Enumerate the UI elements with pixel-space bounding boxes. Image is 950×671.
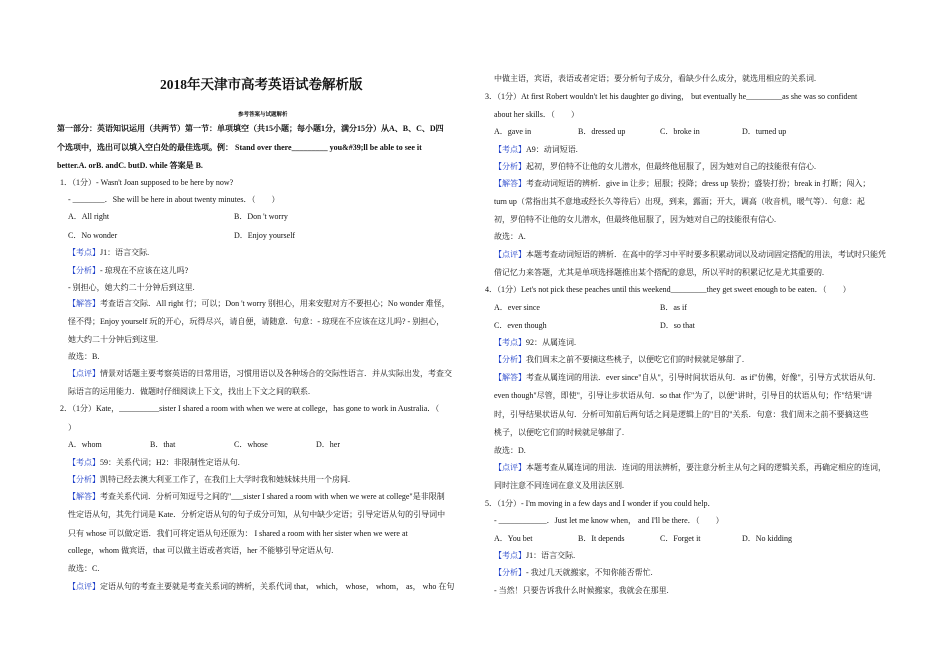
q2-option-b[interactable]: B．that	[150, 440, 176, 449]
q1-jieda-text: 考查语言交际．All right 行；可以；Don 't worry 别担心，用来安慰对方不要担心；No wonder 难怪，	[100, 299, 450, 308]
q3-kaodian	[494, 145, 578, 155]
q4-kaodian	[494, 338, 576, 348]
q1-fenxi-text: - 琼现在不应该在这儿吗?	[100, 266, 189, 275]
q5-fenxi-2: - 当然！只要告诉我什么时候搬家，我就会在那里.	[494, 586, 669, 595]
q3-kaodian-text: A9：动词短语.	[526, 145, 578, 154]
section-instruction-line-3: better.A. orB. andC. butD. while 答案是 B.	[57, 161, 203, 170]
q3-option-a[interactable]: A．gave in	[494, 127, 532, 136]
q1-option-c[interactable]: C．No wonder	[68, 231, 118, 240]
q2-jieda-2: 性定语从句，其先行词是 Kate．分析定语从句的句子成分可知，从句中缺少定语；引导定语从句的引导词中	[68, 510, 446, 519]
q2-jieda-3: 只有 whose 可以做定语．我们可将定语从句还原为： I shared a room with her sister when we were at	[68, 529, 408, 538]
q5-option-c[interactable]: C．Forget it	[660, 534, 701, 543]
q1-fenxi	[68, 266, 188, 276]
q2-jieda-tag: 【解答】	[68, 492, 100, 501]
q4-jieda-text: 考查从属连词的用法．ever since"自从"，引导时间状语从句．as if"仿佛，好像"，引导方式状语从句．	[526, 373, 881, 382]
q3-jieda-2: turn up（常指出其不意地或经长久等待后）出现，到来，露面；开大，调高（收音机，暖气等）．句意：起	[494, 197, 865, 206]
q3-dianping-tag: 【点评】	[494, 250, 526, 259]
q5-kaodian-tag: 【考点】	[494, 551, 526, 560]
q1-dianping-tag: 【点评】	[68, 369, 100, 378]
q2-jieda-text: 考查关系代词．分析可知逗号之间的"___sister I shared a room with when we were at college"是非限制	[100, 492, 445, 501]
q1-jieda-2: 怪不得；Enjoy yourself 玩的开心，玩得尽兴，请自便，请随意．句意：- 琼现在不应该在这儿吗? - 别担心，	[68, 317, 445, 326]
q2-fenxi-tag: 【分析】	[68, 475, 100, 484]
q3-jieda-3: 初，罗伯特不让他的女儿潜水，但最终他屈服了，因为她对自己的技能很有信心.	[494, 215, 776, 224]
q2-stem-2: ）	[68, 423, 76, 432]
q3-dianping	[494, 250, 886, 260]
q1-option-d[interactable]: D．Enjoy yourself	[234, 231, 296, 240]
q3-option-b[interactable]: B．dressed up	[578, 127, 626, 136]
q1-jieda	[68, 299, 450, 309]
q5-fenxi-tag: 【分析】	[494, 568, 526, 577]
q5-fenxi	[494, 568, 653, 578]
q2-jieda-4: college，whom 做宾语，that 可以做主语或者宾语，her 不能够引导定语从句.	[68, 546, 334, 555]
q1-dianping-text: 情景对话题主要考察英语的日常用语，习惯用语以及各种场合的交际性语言．并从实际出发，考查交	[100, 369, 452, 378]
q2-dianping-continued: 中做主语，宾语，表语或者定语；要分析句子成分，看缺少什么成分，就选用相应的关系词.	[494, 74, 816, 83]
q1-option-b[interactable]: B．Don 't worry	[234, 212, 288, 221]
q2-option-d[interactable]: D．her	[316, 440, 340, 449]
q4-fenxi	[494, 355, 744, 365]
q4-jieda-2: even though"尽管，即使"，引导让步状语从句．so that 作"为了，以便"讲时，引导目的状语从句；作"结果"讲	[494, 391, 873, 400]
q3-stem: 3．（1分）At first Robert wouldn't let his daughter go diving， but eventually he_________as she was so confident	[485, 92, 858, 101]
q5-kaodian-text: J1：语言交际.	[526, 551, 576, 560]
q4-option-c[interactable]: C．even though	[494, 321, 547, 330]
q2-fenxi-text: 凯特已经去澳大利亚工作了，在我们上大学时我和她妹妹共用一个房间.	[100, 475, 350, 484]
q1-stem: 1．（1分）- Wasn't Joan supposed to be here by now?	[60, 178, 234, 187]
q4-fenxi-text: 我们周末之前不要摘这些桃子，以便吃它们的时候就足够甜了.	[526, 355, 744, 364]
q2-kaodian-tag: 【考点】	[68, 458, 100, 467]
q4-dianping-text: 本题考查从属连词的用法．连词的用法辨析，要注意分析主从句之间的逻辑关系，再确定相应的连词，	[526, 463, 886, 472]
q2-jieda	[68, 492, 445, 502]
q3-dianping-text: 本题考查动词短语的辨析．在高中的学习中平时要多积累动词以及动词固定搭配的用法，考试时只能凭	[526, 250, 886, 259]
q4-dianping-tag: 【点评】	[494, 463, 526, 472]
q2-dianping	[68, 582, 454, 592]
q1-answer: 故选：B.	[68, 352, 100, 361]
q1-kaodian	[68, 248, 149, 258]
q1-dianping-2: 际语言的运用能力．做题时仔细阅读上下文，找出上下文之间的联系.	[68, 387, 310, 396]
q5-option-a[interactable]: A．You bet	[494, 534, 533, 543]
q3-answer: 故选：A.	[494, 232, 526, 241]
q1-kaodian-tag: 【考点】	[68, 248, 100, 257]
q4-jieda-3: 时，引导结果状语从句．分析可知前后两句话之间是逻辑上的"目的"关系．句意：我们周末之前不要摘这些	[494, 410, 869, 419]
q3-fenxi	[494, 162, 816, 172]
q2-kaodian-text: 59：关系代词；H2：非限制性定语从句.	[100, 458, 240, 467]
page-subtitle: 参考答案与试题解析	[238, 112, 288, 118]
q1-fenxi-2: - 别担心，她大约二十分钟后到这里.	[68, 283, 195, 292]
q3-fenxi-tag: 【分析】	[494, 162, 526, 171]
q4-kaodian-tag: 【考点】	[494, 338, 526, 347]
q2-stem: 2．（1分）Kate，__________sister I shared a room with when we were at college，has gone to work in Australia．（	[60, 404, 440, 413]
q3-stem-2: about her skills．（ ）	[494, 110, 579, 119]
q3-option-c[interactable]: C．broke in	[660, 127, 700, 136]
q1-jieda-3: 她大约二十分钟后到这里.	[68, 335, 158, 344]
q2-dianping-tag: 【点评】	[68, 582, 100, 591]
q1-jieda-tag: 【解答】	[68, 299, 100, 308]
q4-answer: 故选：D.	[494, 446, 526, 455]
q1-kaodian-text: J1：语言交际.	[100, 248, 150, 257]
section-instruction-line-1: 第一部分：英语知识运用（共两节）第一节：单项填空（共15小题；每小题1分，满分15分）从A、B、C、D四	[57, 124, 444, 133]
q4-stem: 4．（1分）Let's not pick these peaches until this weekend_________they get sweet enough to be eaten．（ ）	[485, 285, 851, 294]
q4-option-a[interactable]: A．ever since	[494, 303, 540, 312]
page-title: 2018年天津市高考英语试卷解析版	[160, 77, 363, 92]
q2-option-c[interactable]: C．whose	[234, 440, 268, 449]
q2-kaodian	[68, 458, 240, 468]
q3-kaodian-tag: 【考点】	[494, 145, 526, 154]
q4-fenxi-tag: 【分析】	[494, 355, 526, 364]
q2-fenxi	[68, 475, 350, 485]
q3-jieda	[494, 179, 870, 189]
q4-dianping	[494, 463, 886, 473]
q5-stem-2: - ____________．Just let me know when， and I'll be there．（ ）	[494, 516, 724, 525]
q3-option-d[interactable]: D．turned up	[742, 127, 787, 136]
q3-jieda-text: 考查动词短语的辨析．give in 让步；屈服；投降；dress up 装扮；盛装打扮；break in 打断；闯入；	[526, 179, 871, 188]
q5-stem: 5．（1分）- I'm moving in a few days and I wonder if you could help．	[485, 499, 716, 508]
q1-fenxi-tag: 【分析】	[68, 266, 100, 275]
q5-fenxi-text: - 我过几天就搬家，不知你能否帮忙.	[526, 568, 653, 577]
q5-kaodian	[494, 551, 575, 561]
q4-jieda-tag: 【解答】	[494, 373, 526, 382]
q1-option-a[interactable]: A．All right	[68, 212, 110, 221]
q4-option-d[interactable]: D．so that	[660, 321, 695, 330]
q2-option-a[interactable]: A．whom	[68, 440, 102, 449]
q3-fenxi-text: 起初，罗伯特不让他的女儿潜水，但最终他屈服了，因为她对自己的技能很有信心.	[526, 162, 816, 171]
q2-answer: 故选：C.	[68, 564, 100, 573]
q3-dianping-2: 借记忆力来答题，尤其是单项选择题推出某个搭配的意思，所以平时的积累记忆是尤其重要的.	[494, 268, 824, 277]
q4-dianping-2: 同时注意不同连词在意义及用法区别.	[494, 481, 624, 490]
q1-stem-2: - ________．She will be here in about twenty minutes．（ ）	[68, 195, 280, 204]
q2-dianping-text: 定语从句的考查主要就是考查关系词的辨析，关系代词 that， which， whose， whom， as， who 在句	[100, 582, 455, 591]
q3-jieda-tag: 【解答】	[494, 179, 526, 188]
q4-kaodian-text: 92：从属连词.	[526, 338, 576, 347]
q5-option-d[interactable]: D．No kidding	[742, 534, 792, 543]
q4-jieda-4: 桃子，以便吃它们的时候就足够甜了.	[494, 428, 624, 437]
q4-option-b[interactable]: B．as if	[660, 303, 687, 312]
q5-option-b[interactable]: B．It depends	[578, 534, 625, 543]
q4-jieda	[494, 373, 881, 383]
q1-dianping	[68, 369, 452, 379]
section-instruction-line-2: 个选项中，选出可以填入空白处的最佳选项。例： Stand over there_________ you&#39;ll be able to see it	[57, 143, 422, 152]
